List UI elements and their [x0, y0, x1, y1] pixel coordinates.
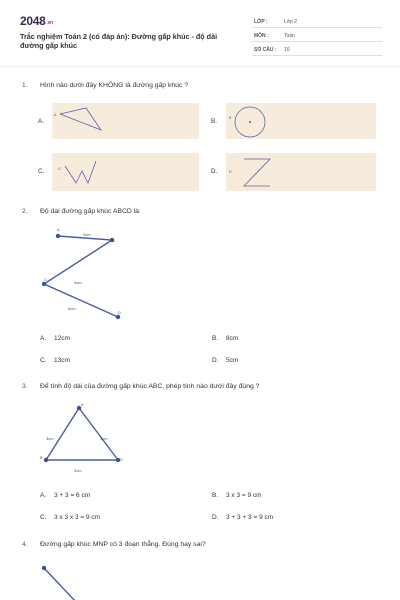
circle-figure [226, 103, 376, 139]
q2-length-bc: 4cm [74, 280, 82, 285]
hourglass-figure [226, 153, 376, 191]
q3-length-ab: 3cm [46, 436, 54, 441]
q2-length-cd: 5cm [68, 306, 76, 311]
meta-subject [252, 30, 382, 42]
q3-answer-b-label: B. [212, 492, 219, 499]
q3-answer-a-label: A. [40, 492, 47, 499]
meta-subject-value: Toán [284, 33, 295, 39]
svg-text:A: A [54, 113, 57, 117]
meta-grade [252, 16, 382, 28]
q1-text: Hình nào dưới đây KHÔNG là đường gấp khúc ? [40, 82, 188, 89]
meta-subject-key: MÔN : [254, 33, 269, 39]
q1-option-a-label: A. [38, 118, 44, 125]
svg-text:D: D [229, 170, 232, 174]
q3-answer-d-text: 3 + 3 + 3 = 9 cm [226, 514, 274, 521]
q2-answer-c-text: 13cm [54, 357, 70, 364]
logo-text: 2048 [20, 14, 46, 28]
q1-option-d-label: D. [211, 168, 218, 175]
q3-answer-a[interactable] [40, 492, 90, 499]
zigzag-figure [52, 153, 199, 191]
q3-number: 3. [22, 383, 28, 390]
meta-count [252, 44, 382, 56]
q2-answer-b[interactable] [212, 335, 238, 342]
q1-number: 1. [22, 82, 28, 89]
q2-length-ab: 3cm [83, 232, 91, 237]
q3-label-c: C [120, 457, 123, 462]
q2-polyline-figure [30, 222, 150, 322]
page-title: Trắc nghiệm Toán 2 (có đáp án): Đường gấp khúc - độ dài đường gấp khúc [20, 32, 218, 50]
q1-option-c[interactable] [52, 153, 199, 191]
svg-text:B: B [229, 116, 232, 120]
meta-count-key: SỐ CÂU : [254, 47, 277, 53]
q2-answer-d-text: 5cm [226, 357, 239, 364]
q3-length-bc: 3cm [74, 468, 82, 473]
q2-label-a: A [57, 227, 60, 232]
triangle-figure [52, 103, 199, 139]
q2-label-b: B [112, 238, 115, 243]
q2-answer-d[interactable] [212, 357, 238, 364]
q2-answer-b-label: B. [212, 335, 219, 342]
q4-number: 4. [22, 541, 28, 548]
q3-answer-b[interactable] [212, 492, 262, 499]
q2-answer-a-text: 12cm [54, 335, 70, 342]
q4-partial-figure [36, 560, 96, 600]
q1-option-b-label: B. [211, 118, 217, 125]
q3-answer-c-text: 3 x 3 x 3 = 9 cm [54, 514, 101, 521]
q3-answer-b-text: 3 x 3 = 9 cm [226, 492, 262, 499]
q2-text: Độ dài đường gấp khúc ABCD là: [40, 208, 141, 215]
q3-text: Để tính độ dài của đường gấp khúc ABC, phép tính nào dưới đây đúng ? [40, 383, 260, 390]
q1-option-b[interactable] [226, 103, 376, 139]
site-logo[interactable] [20, 14, 53, 28]
q3-answer-d-label: D. [212, 514, 219, 521]
q1-option-a[interactable] [52, 103, 199, 139]
q2-answer-a-label: A. [40, 335, 47, 342]
q3-triangle-figure [36, 400, 126, 480]
q2-answer-b-text: 8cm [226, 335, 239, 342]
header-divider [0, 66, 400, 67]
q3-answer-c[interactable] [40, 514, 100, 521]
svg-text:G: G [58, 167, 61, 171]
meta-count-value: 10 [284, 47, 290, 53]
q4-text: Đường gấp khúc MNP có 3 đoạn thẳng. Đúng hay sai? [40, 541, 206, 548]
q1-option-c-label: C. [38, 168, 45, 175]
q3-length-ac: 3cm [100, 436, 108, 441]
q3-answer-d[interactable] [212, 514, 273, 521]
meta-grade-value: Lớp 2 [284, 19, 298, 25]
q2-answer-c-label: C. [40, 357, 47, 364]
q2-answer-a[interactable] [40, 335, 70, 342]
q2-answer-d-label: D. [212, 357, 219, 364]
q3-answer-a-text: 3 + 3 = 6 cm [54, 492, 91, 499]
q3-label-a: A [81, 402, 84, 407]
meta-grade-key: LỚP : [254, 19, 268, 25]
q2-label-c: C [44, 277, 47, 282]
q2-number: 2. [22, 208, 28, 215]
q3-label-b: B [40, 455, 43, 460]
q3-answer-c-label: C. [40, 514, 47, 521]
q2-label-d: D [118, 310, 121, 315]
q1-option-d[interactable] [226, 153, 376, 191]
logo-suffix: .vn [46, 20, 53, 26]
q2-answer-c[interactable] [40, 357, 70, 364]
